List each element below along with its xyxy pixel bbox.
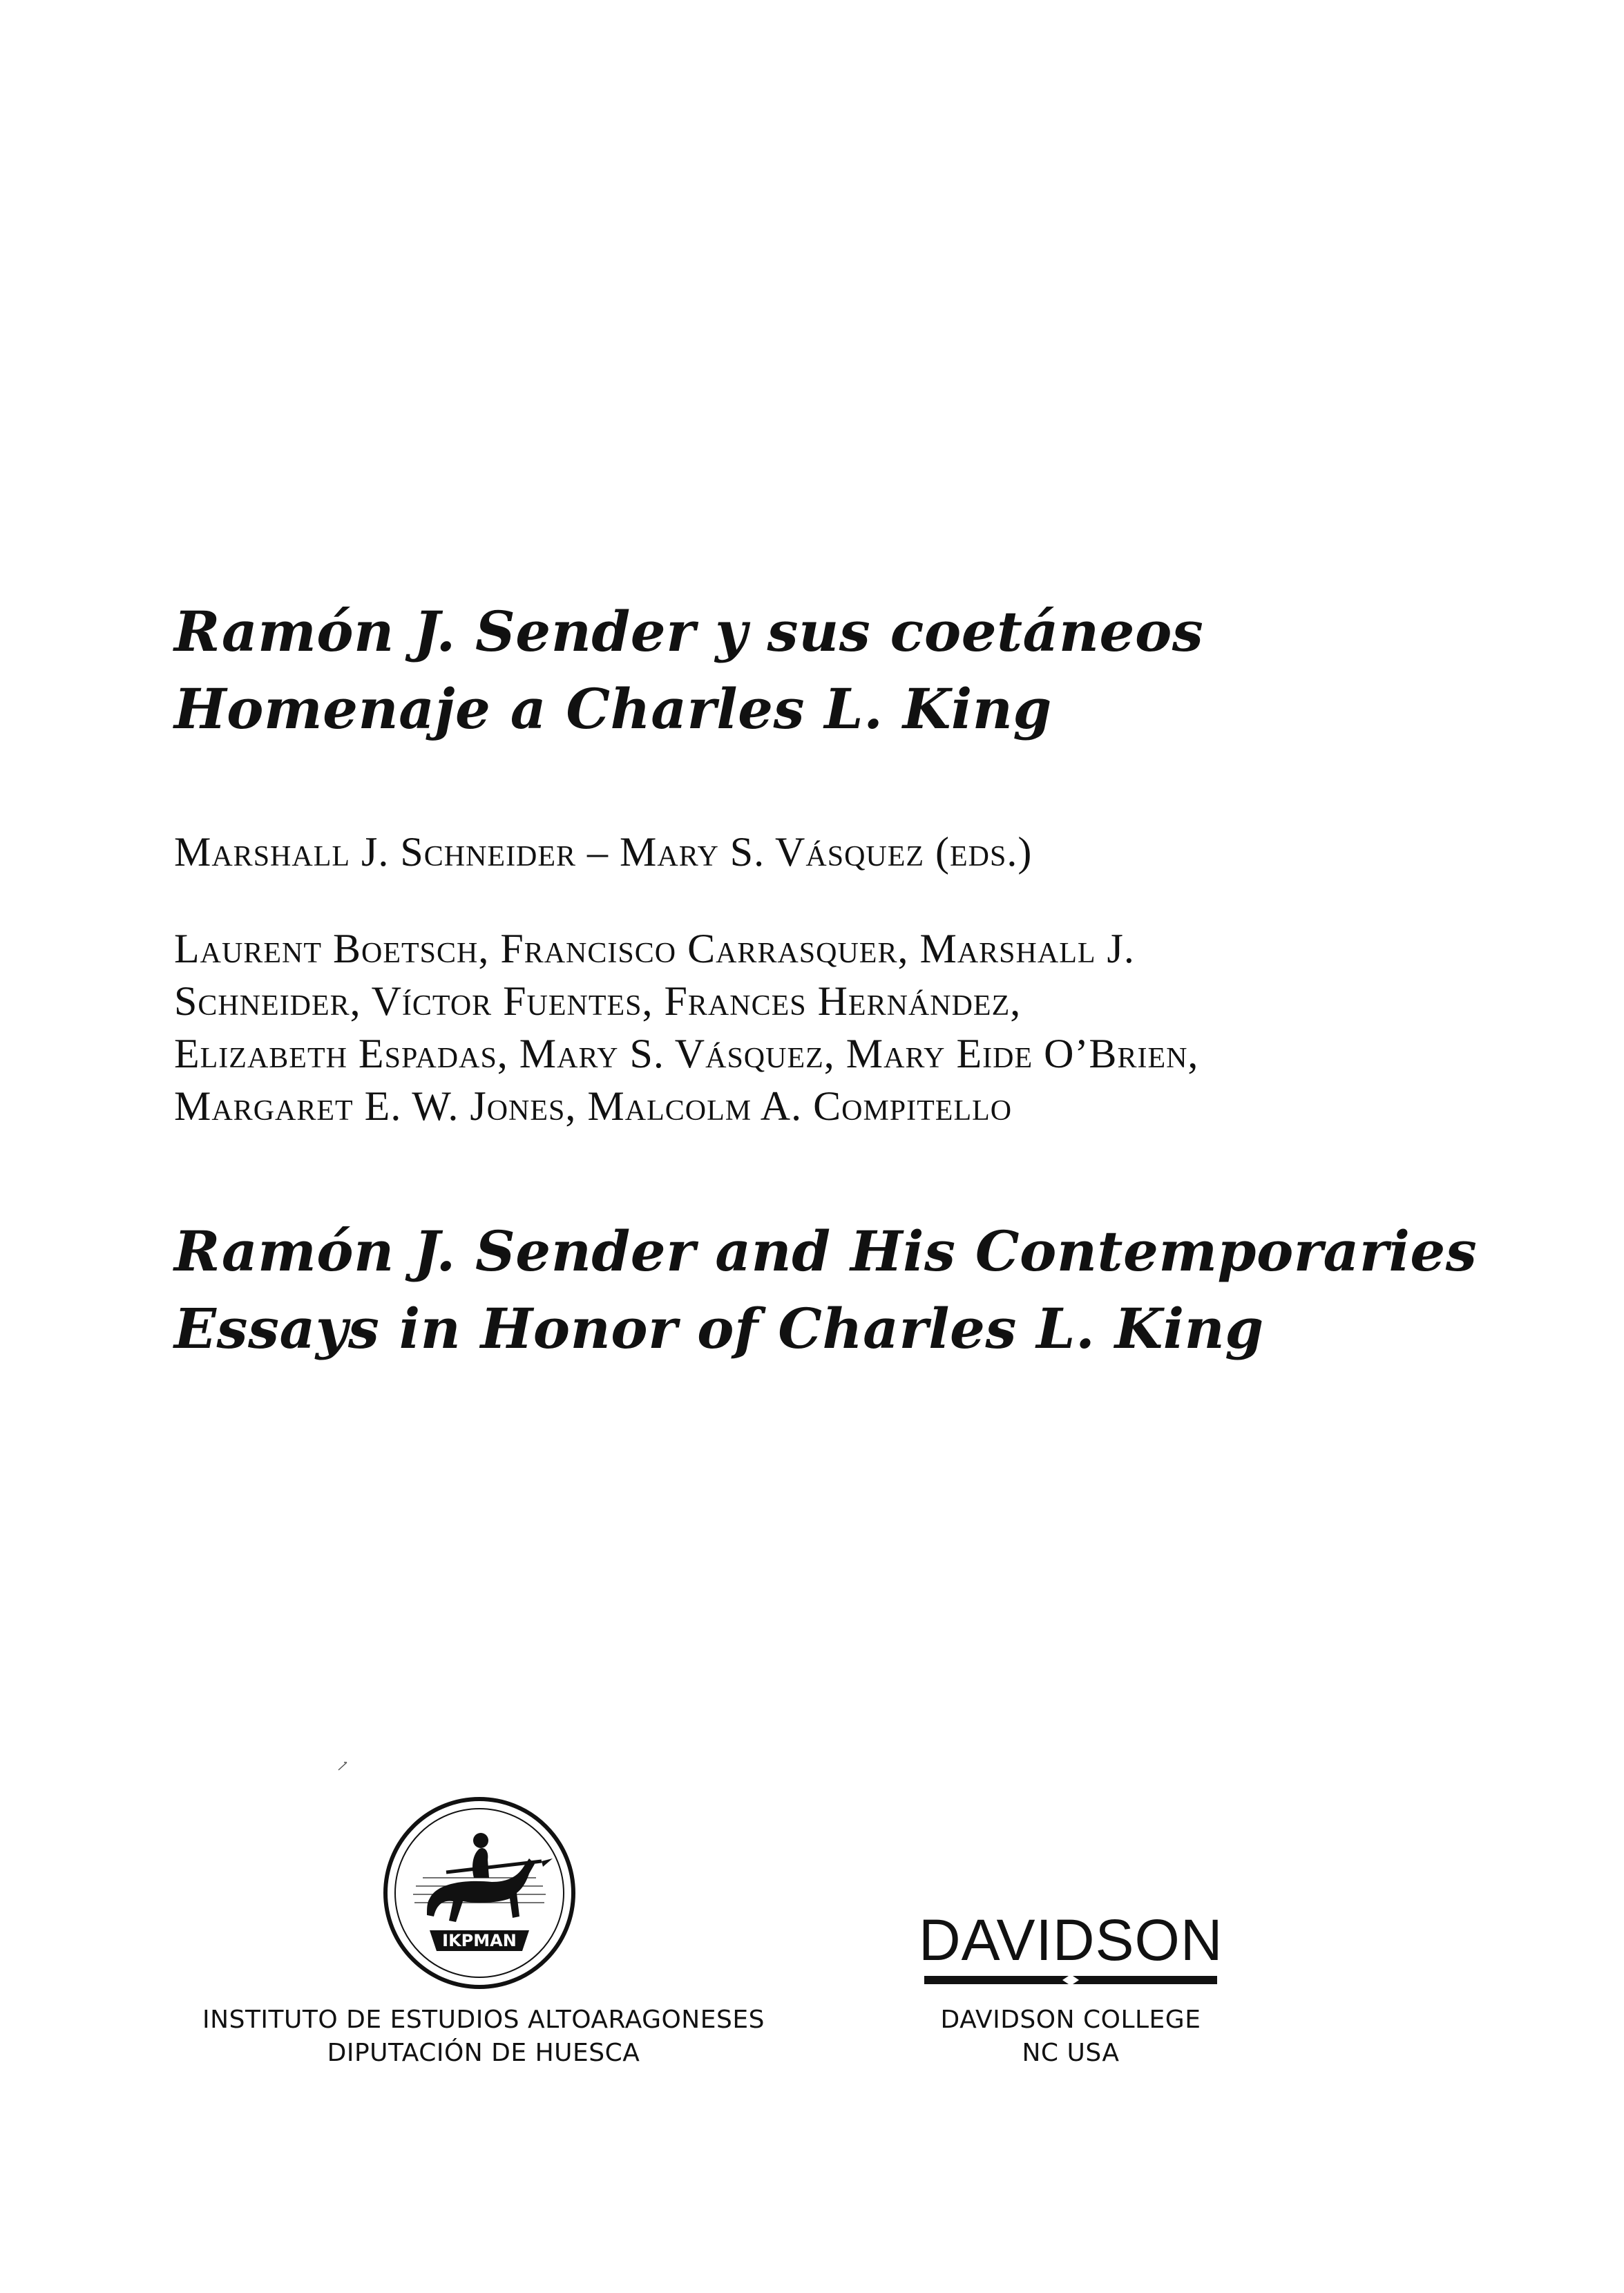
davidson-caption <box>898 2004 1243 2070</box>
english-title-line-2: Essays in Honor of Charles L. King <box>174 1296 1264 1361</box>
horseman-seal-logo-icon <box>381 1795 577 1991</box>
contributors-line-4: Margaret E. W. Jones, Malcolm A. Compitello <box>174 1083 1013 1129</box>
iea-caption-line-2: DIPUTACIÓN DE HUESCA <box>327 2039 640 2067</box>
contributors-line-3: Elizabeth Espadas, Mary S. Vásquez, Mary Eide O’Brien, <box>174 1031 1199 1076</box>
iea-caption <box>138 2004 829 2070</box>
contributors-list <box>174 922 1198 1132</box>
davidson-wordmark: DAVIDSON <box>919 1907 1223 1972</box>
davidson-caption-line-1: DAVIDSON COLLEGE <box>940 2006 1201 2034</box>
seal-text: IKPMAN <box>442 1931 517 1950</box>
spanish-title <box>174 593 1203 748</box>
editors-line: Marshall J. Schneider – Mary S. Vásquez (eds.) <box>174 829 1033 875</box>
english-title <box>174 1212 1477 1367</box>
spanish-title-line-1: Ramón J. Sender y sus coetáneos <box>174 599 1204 664</box>
davidson-diamond-bar-icon <box>924 1975 1217 1986</box>
english-title-line-1: Ramón J. Sender and His Contemporaries <box>174 1219 1478 1284</box>
davidson-logo <box>919 1907 1223 1990</box>
contributors-line-1: Laurent Boetsch, Francisco Carrasquer, Marshall J. <box>174 926 1135 971</box>
spanish-title-line-2: Homenaje a Charles L. King <box>174 676 1052 741</box>
iea-caption-line-1: INSTITUTO DE ESTUDIOS ALTOARAGONESES <box>202 2006 765 2034</box>
stray-mark-icon <box>337 1760 348 1771</box>
contributors-line-2: Schneider, Víctor Fuentes, Frances Hernández, <box>174 978 1022 1024</box>
davidson-caption-line-2: NC USA <box>1022 2039 1120 2067</box>
